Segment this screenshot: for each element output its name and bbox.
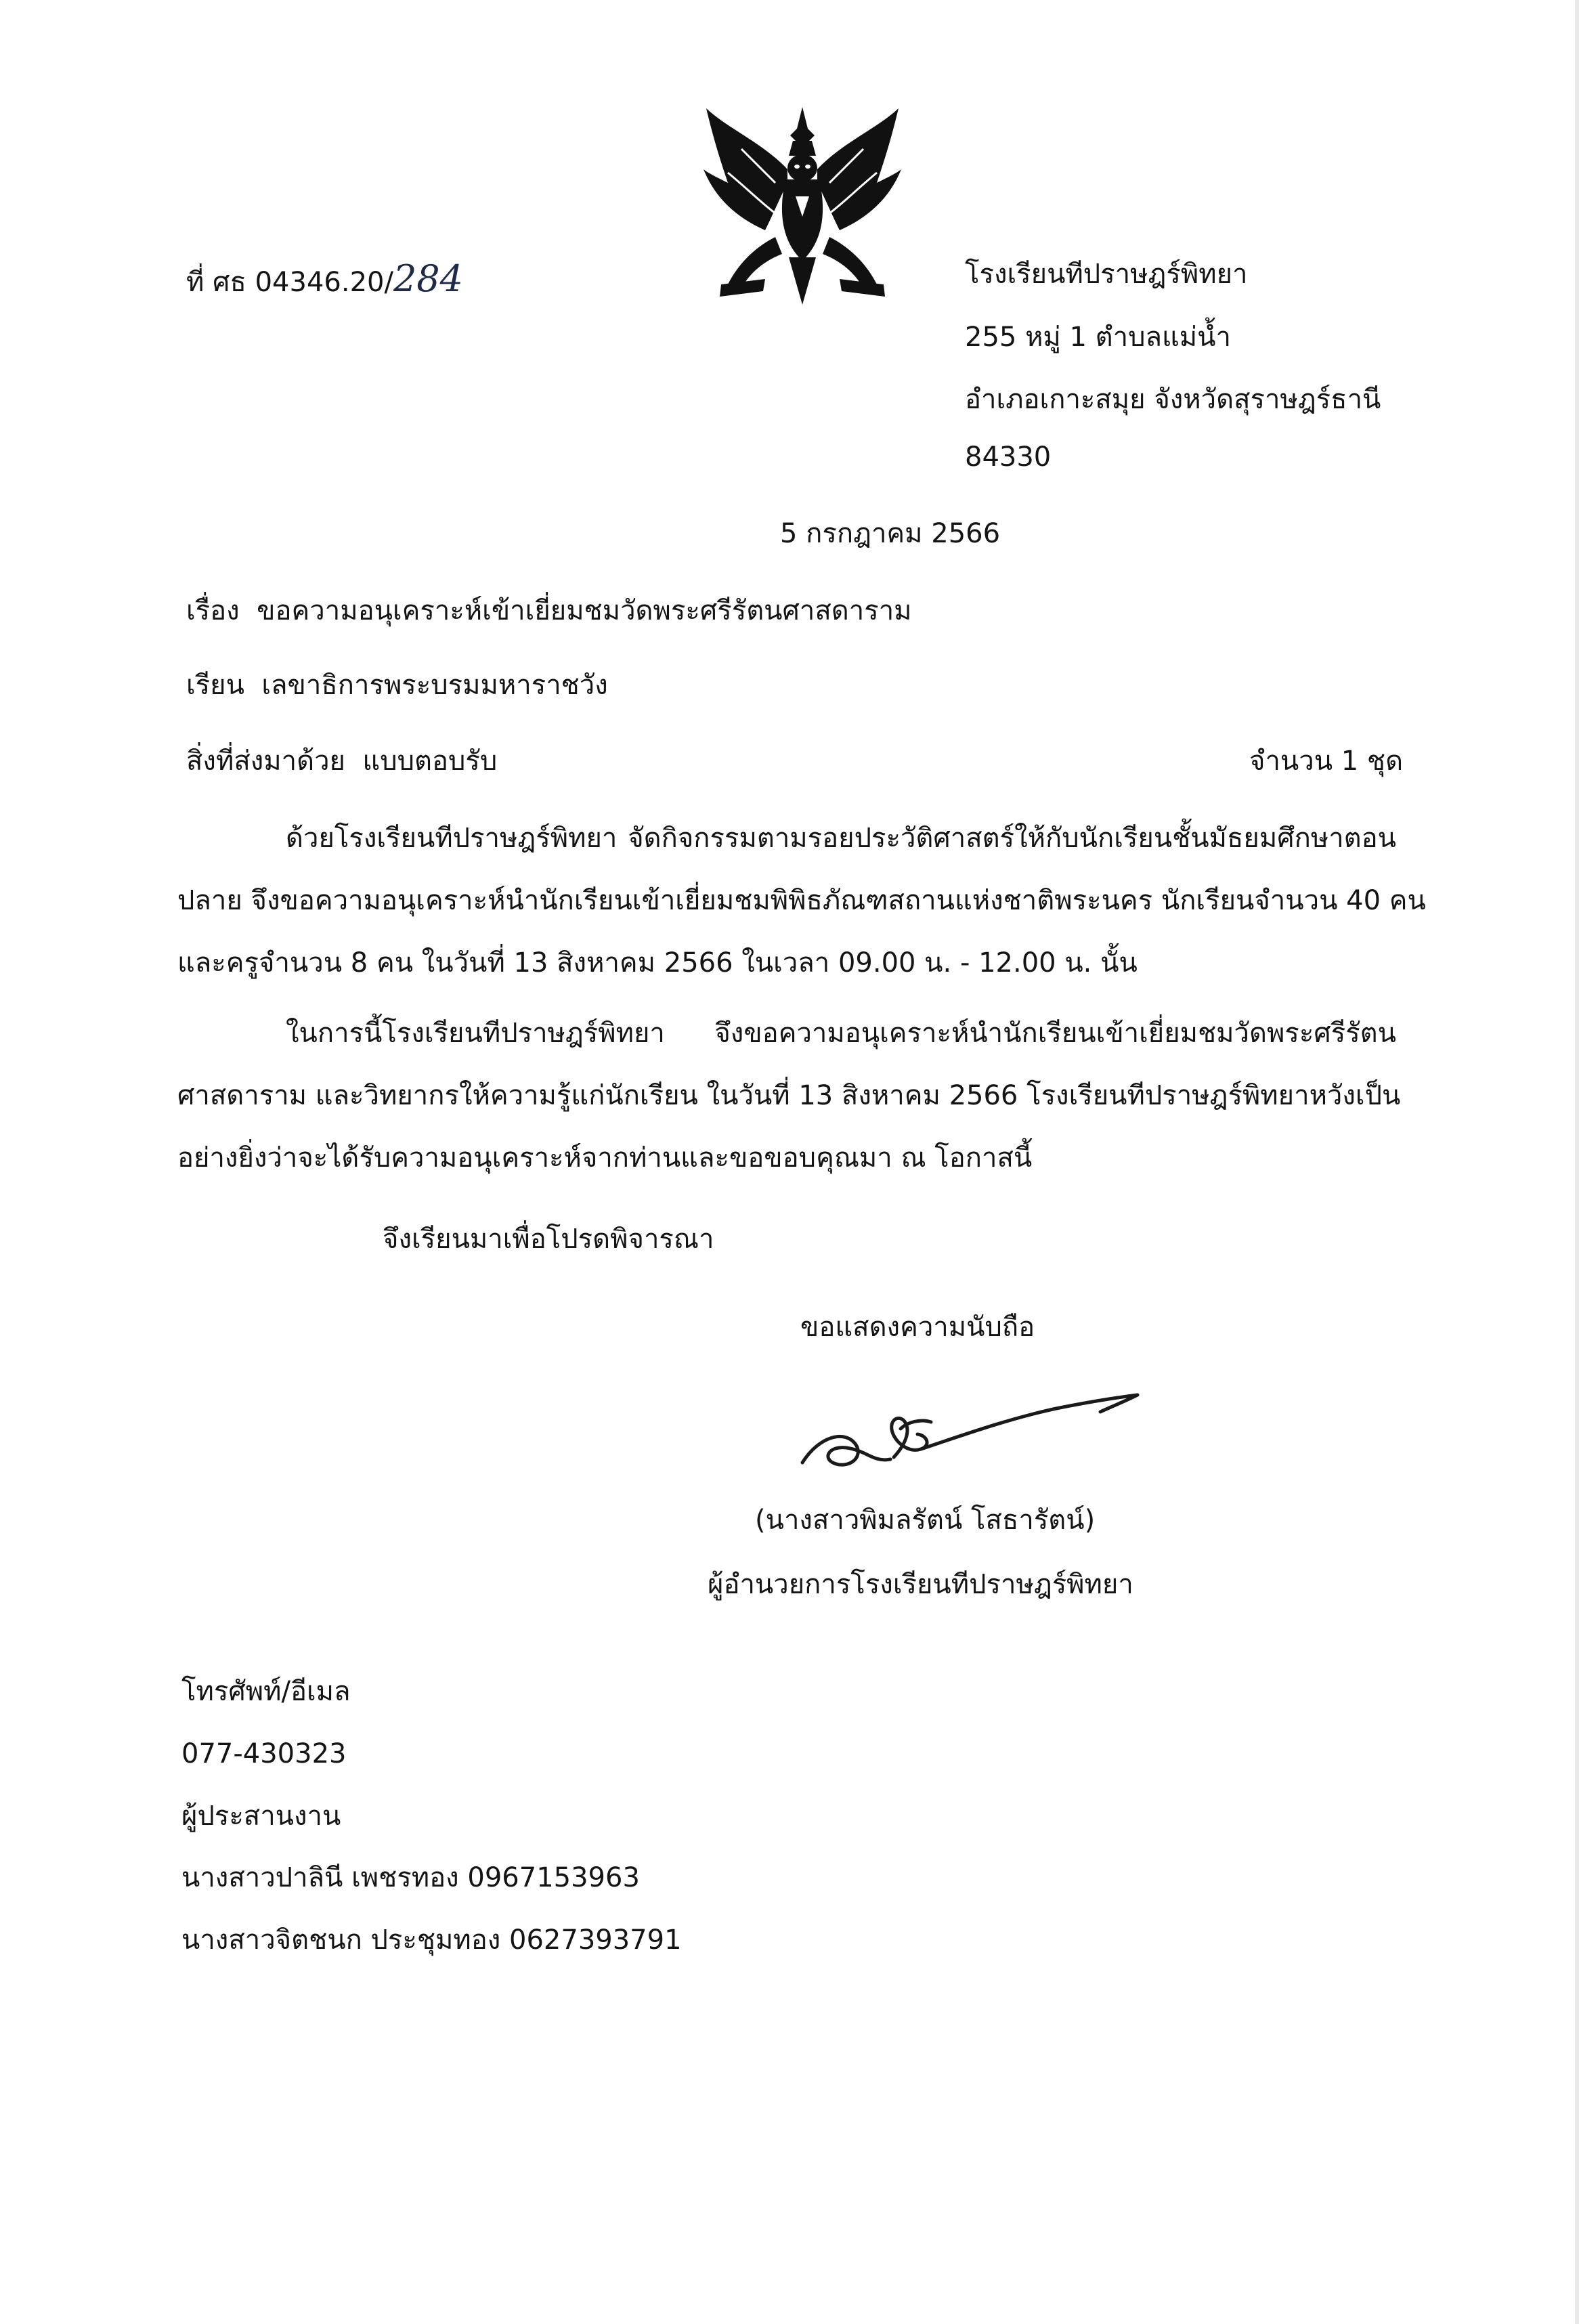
- paragraph-line: และครูจำนวน 8 คน ในวันที่ 13 สิงหาคม 2566 ในเวลา 09.00 น. - 12.00 น. นั้น: [177, 947, 1138, 978]
- sender-name: โรงเรียนทีปราษฎร์พิทยา: [965, 259, 1248, 290]
- paragraph-line: ด้วยโรงเรียนทีปราษฎร์พิทยา จัดกิจกรรมตามรอยประวัติศาสตร์ให้กับนักเรียนชั้นมัธยมศึกษาตอน: [286, 823, 1396, 854]
- page-edge-shadow: [1575, 0, 1579, 2324]
- reference-handwritten-number: 284: [393, 257, 464, 300]
- letter-date: 5 กรกฎาคม 2566: [780, 518, 1001, 549]
- body-paragraph-2: [177, 1002, 1401, 1189]
- contact-phone: 077-430323: [181, 1738, 347, 1769]
- sender-postcode: 84330: [965, 442, 1052, 473]
- signer-name: (นางสาวพิมลรัตน์ โสธารัตน์): [755, 1505, 1096, 1536]
- enclosure-text: แบบตอบรับ: [362, 746, 498, 777]
- signer-title: ผู้อำนวยการโรงเรียนทีปราษฎร์พิทยา: [708, 1569, 1133, 1600]
- enclosure-label: สิ่งที่ส่งมาด้วย: [186, 746, 345, 777]
- regards-line: ขอแสดงความนับถือ: [800, 1312, 1035, 1343]
- coordinator-1: นางสาวปาลินี เพชรทอง 0967153963: [181, 1862, 640, 1893]
- sender-address-line2: อำเภอเกาะสมุย จังหวัดสุราษฎร์ธานี: [965, 384, 1381, 415]
- subject-text: ขอความอนุเคราะห์เข้าเยี่ยมชมวัดพระศรีรัตนศาสดาราม: [257, 595, 912, 626]
- body-paragraph-1: [177, 807, 1426, 994]
- paragraph-line: ศาสดาราม และวิทยากรให้ความรู้แก่นักเรียน ในวันที่ 13 สิงหาคม 2566 โรงเรียนทีปราษฎร์พิทยาหวังเป็น: [177, 1080, 1401, 1111]
- coordinator-label: ผู้ประสานงาน: [181, 1801, 341, 1832]
- reference-prefix: ที่ ศธ 04346.20/: [186, 267, 393, 298]
- paragraph-line: อย่างยิ่งว่าจะได้รับความอนุเคราะห์จากท่านและขอขอบคุณมา ณ โอกาสนี้: [177, 1142, 1033, 1174]
- recipient-label: เรียน: [186, 670, 244, 701]
- recipient-text: เลขาธิการพระบรมมหาราชวัง: [261, 670, 608, 701]
- reference-number: [186, 257, 464, 300]
- coordinator-2: นางสาวจิตชนก ประชุมทอง 0627393791: [181, 1924, 682, 1956]
- garuda-emblem-icon: [701, 102, 904, 311]
- recipient-line: [186, 672, 608, 699]
- sender-address-line1: 255 หมู่ 1 ตำบลแม่น้ำ: [965, 322, 1231, 353]
- closing-line: จึงเรียนมาเพื่อโปรดพิจารณา: [383, 1224, 714, 1255]
- subject-label: เรื่อง: [186, 595, 240, 626]
- handwritten-signature: [792, 1381, 1144, 1483]
- subject-line: [186, 597, 912, 624]
- paragraph-line: ปลาย จึงขอความอนุเคราะห์นำนักเรียนเข้าเยี่ยมชมพิพิธภัณฑสถานแห่งชาติพระนคร นักเรียนจำนวน 40 คน: [177, 885, 1426, 916]
- enclosure-line: [186, 748, 497, 775]
- contact-label: โทรศัพท์/อีเมล: [181, 1676, 351, 1707]
- paragraph-line: ในการนี้โรงเรียนทีปราษฎร์พิทยา จึงขอความอนุเคราะห์นำนักเรียนเข้าเยี่ยมชมวัดพระศรีรัตน: [286, 1018, 1396, 1049]
- enclosure-quantity: จำนวน 1 ชุด: [1249, 746, 1404, 777]
